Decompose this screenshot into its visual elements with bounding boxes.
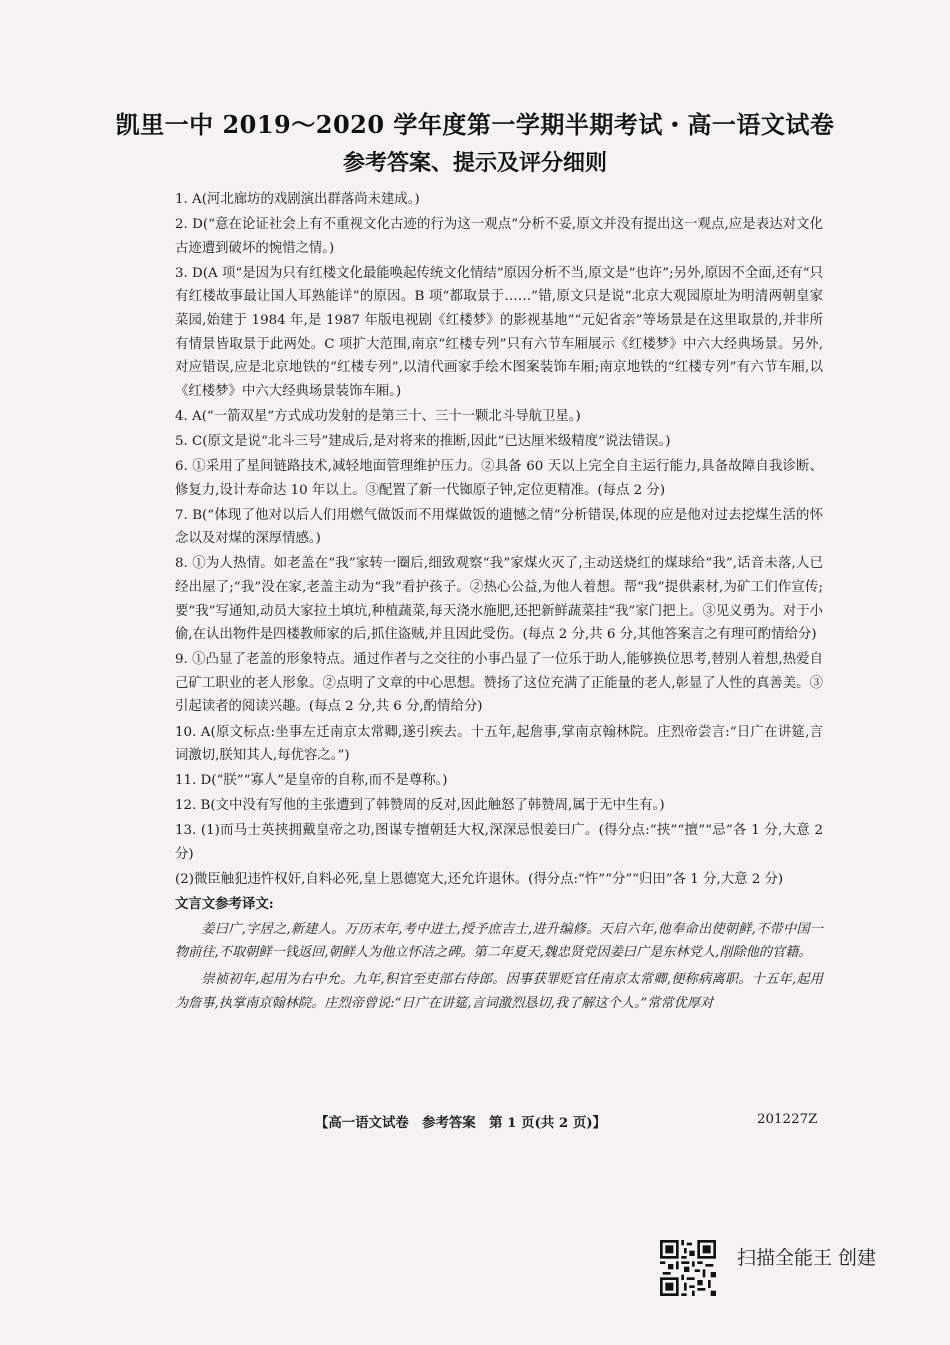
answer-item-6: 6. ①采用了星间链路技术,减轻地面管理维护压力。②具备 60 天以上完全自主运行能力,具备故障自我诊断、修复力,设计寿命达 10 年以上。③配置了新一代铷原子钟,定位更精准。(每点 2 分) [175, 459, 823, 498]
translation-paragraph-1: 姜曰广,字居之,新建人。万历末年,考中进士,授予庶吉士,进升编修。天启六年,他奉命出使朝鲜,不带中国一物前往,不取朝鲜一钱返回,朝鲜人为他立怀洁之碑。第二年夏天,魏忠贤党因姜曰广是东林党人,削除他的官籍。 [175, 921, 823, 961]
footer-page-info: 【高一语文试卷 参考答案 第 1 页(共 2 页)】 [315, 1115, 606, 1131]
page-title: 凯里一中 2019～2020 学年度第一学期半期考试・高一语文试卷 [115, 110, 835, 139]
footer-code: 201227Z [757, 1112, 818, 1127]
translation-paragraph-2: 崇祯初年,起用为右中允。九年,积官至吏部右侍郎。因事获罪贬官任南京太常卿,便称病离职。十五年,起用为詹事,执掌南京翰林院。庄烈帝曾说:“日广在讲筵,言词激烈恳切,我了解这个人。”常常优厚对 [175, 972, 823, 1011]
answer-item-5: 5. C(原文是说“北斗三号”建成后,是对将来的推断,因此“已达厘米级精度”说法错误。) [175, 433, 671, 449]
translation-heading: 文言文参考译文: [175, 896, 274, 913]
answer-item-12: 12. B(文中没有写他的主张遭到了韩赞周的反对,因此触怒了韩赞周,属于无中生有。) [175, 798, 665, 814]
answer-item-3: 3. D(A 项“是因为只有红楼文化最能唤起传统文化情结”原因分析不当,原文是“也许”;另外,原因不全面,还有“只有红楼故事最让国人耳熟能详”的原因。B 项“都取景于……”错,原文只是说“北京大观园原址为明清两朝皇家菜园,始建于 1984 年,是 1987 年版电视剧《红楼梦》的影视基地”“元妃省亲”等场景是在这里取景的,并非所有情景皆取景于此两处。C 项扩大范围,南京“红楼专列”只有六节车厢展示《红楼梦》中六大经典场景。另外,对应错误,应是北京地铁的“红楼专列”,以清代画家手绘木图案装饰车厢;南京地铁的“红楼专列”有六节车厢,以《红楼梦》中六大经典场景装饰车厢。) [175, 265, 823, 399]
answer-item-4: 4. A(“一箭双星”方式成功发射的是第三十、三十一颗北斗导航卫星。) [175, 408, 581, 424]
page-subtitle: 参考答案、提示及评分细则 [342, 150, 607, 176]
qr-code-icon [660, 1240, 716, 1296]
answer-item-11: 11. D(“朕”“寡人”是皇帝的自称,而不是尊称。) [175, 773, 448, 789]
answer-item-9: 9. ①凸显了老盖的形象特点。通过作者与之交往的小事凸显了一位乐于助人,能够换位思考,替别人着想,热爱自己矿工职业的老人形象。②点明了文章的中心思想。赞扬了这位充满了正能量的老人,彰显了人性的真善美。③引起读者的阅读兴趣。(每点 2 分,共 6 分,酌情给分) [175, 652, 823, 715]
answer-body [175, 188, 823, 1018]
scanner-watermark: 扫描全能王 创建 [737, 1247, 877, 1269]
answer-item-1: 1. A(河北廊坊的戏剧演出群落尚未建成。) [175, 192, 420, 207]
answer-item-2: 2. D(“意在论证社会上有不重视文化古迹的行为这一观点”分析不妥,原文并没有提出这一观点,应是表达对文化古迹遭到破坏的惋惜之情。) [175, 217, 823, 256]
answer-item-8: 8. ①为人热情。如老盖在“我”家转一圈后,细致观察“我”家煤火灭了,主动送烧红的煤球给“我”,话音未落,人已经出屋了;“我”没在家,老盖主动为“我”看护孩子。②热心公益,为他人着想。帮“我”提供素材,为矿工们作宣传;要“我”写通知,动员大家拉土填坑,种植蔬菜,每天浇水施肥,还把新鲜蔬菜挂“我”家门把上。③见义勇为。对于小偷,在认出物件是四楼教师家的后,抓住盗贼,并且因此受伤。(每点 2 分,共 6 分,其他答案言之有理可酌情给分) [175, 556, 823, 643]
answer-item-10: 10. A(原文标点:坐事左迁南京太常卿,遂引疾去。十五年,起詹事,掌南京翰林院。庄烈帝尝言:“日广在讲筵,言词激切,朕知其人,每优容之。”) [175, 724, 823, 764]
answer-item-13-part-2: (2)微臣触犯违忤权奸,自料必死,皇上恩德宽大,还允许退休。(得分点:“忤”“分”“归田”各 1 分,大意 2 分) [175, 872, 784, 888]
answer-item-13-part-1: 13. (1)而马士英挟拥戴皇帝之功,图谋专擅朝廷大权,深深忌恨姜曰广。(得分点:“挟”“擅”“忌”各 1 分,大意 2 分) [175, 823, 823, 863]
answer-item-7: 7. B(“体现了他对以后人们用燃气做饭而不用煤做饭的遗憾之情”分析错误,体现的应是他对过去挖煤生活的怀念以及对煤的深厚情感。) [175, 507, 823, 547]
